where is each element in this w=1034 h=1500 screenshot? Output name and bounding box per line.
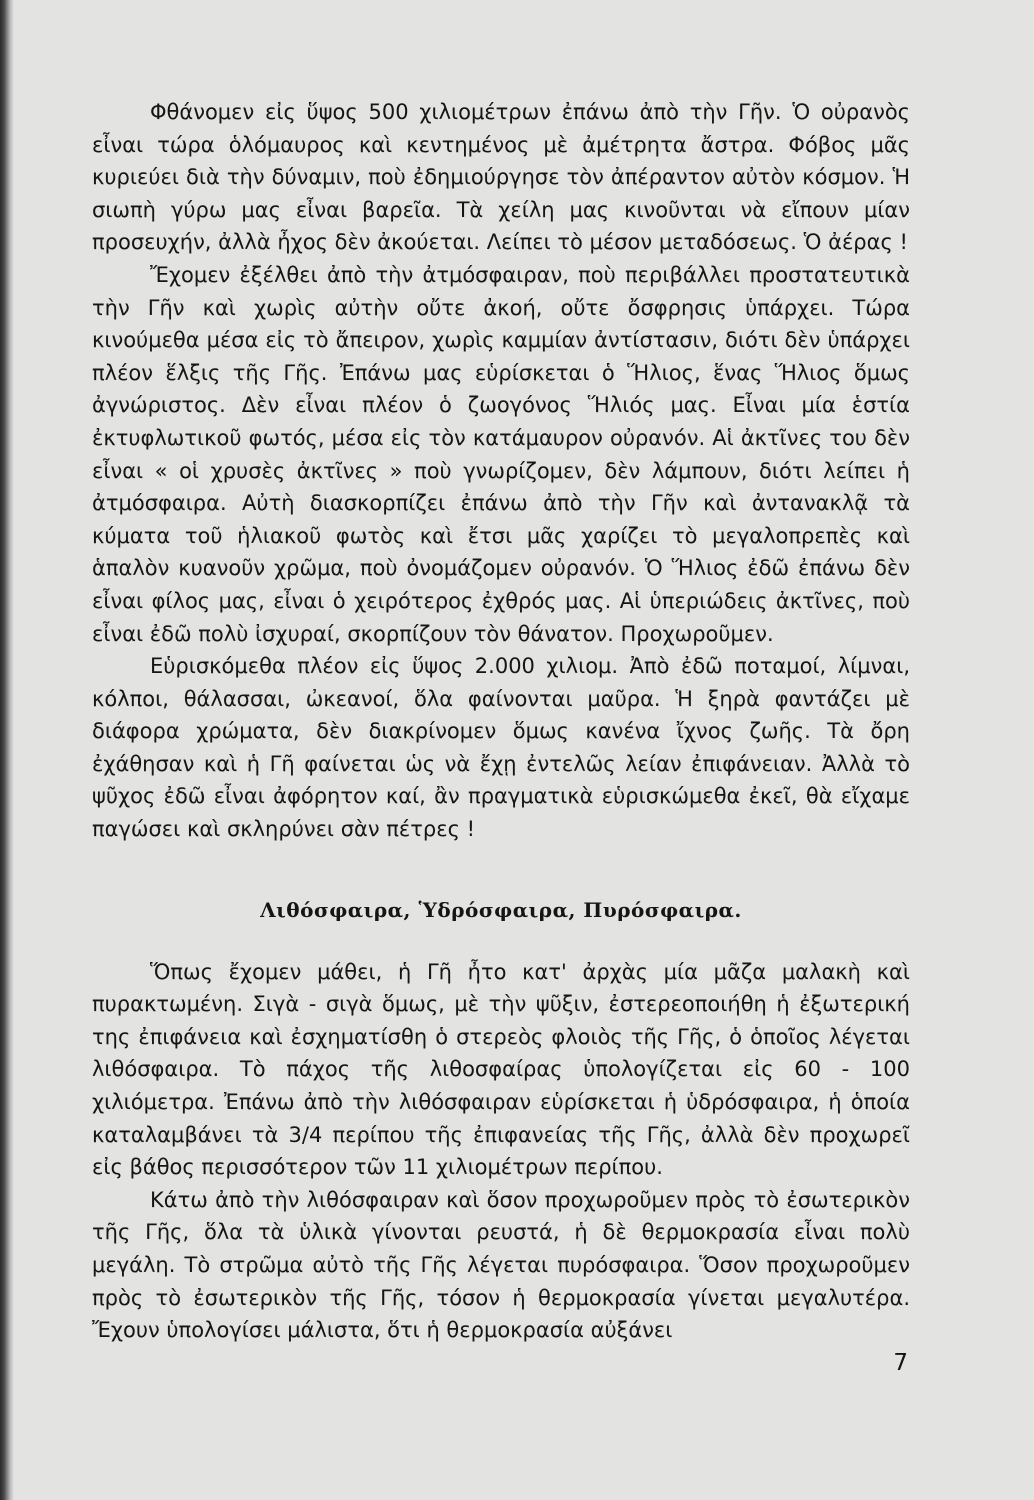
paragraph-3: Εὑρισκόμεθα πλέον εἰς ὕψος 2.000 χιλιομ. Ἀπὸ ἐδῶ ποταμοί, λίμναι, κόλποι, θάλασσαι, ὠκεανοί, ὅλα φαίνονται μαῦρα. Ἡ ξηρὰ φαντάζει μὲ διάφορα χρώματα, δὲν διακρίνομεν ὅμως κανένα ἴχνος ζωῆς. Τὰ ὄρη ἐχάθησαν καὶ ἡ Γῆ φαίνεται ὡς νὰ ἔχῃ ἐντελῶς λείαν ἐπιφάνειαν. Ἀλλὰ τὸ ψῦχος ἐδῶ εἶναι ἀφόρητον καί, ἂν πραγματικὰ εὑρισκώμεθα ἐκεῖ, θὰ εἴχαμε παγώσει καὶ σκληρύνει σὰν πέτρες ! bbox=[92, 654, 910, 842]
text-block bbox=[92, 96, 910, 1347]
section-heading: Λιθόσφαιρα, Ὑδρόσφαιρα, Πυρόσφαιρα. bbox=[260, 897, 742, 922]
paragraph-4: Ὅπως ἔχομεν μάθει, ἡ Γῆ ἦτο κατ' ἀρχὰς μία μᾶζα μαλακὴ καὶ πυρακτωμένη. Σιγὰ - σιγὰ ὅμως, μὲ τὴν ψῦξιν, ἐστερεοποιήθη ἡ ἐξωτερική της ἐπιφάνεια καὶ ἐσχηματίσθη ὁ στερεὸς φλοιὸς τῆς Γῆς, ὁ ὁποῖος λέγεται λιθόσφαιρα. Τὸ πάχος τῆς λιθοσφαίρας ὑπολογίζεται εἰς 60 - 100 χιλιόμετρα. Ἐπάνω ἀπὸ τὴν λιθόσφαιραν εὑρίσκεται ἡ ὑδρόσφαιρα, ἡ ὁποία καταλαμβάνει τὰ 3/4 περίπου τῆς ἐπιφανείας τῆς Γῆς, ἀλλὰ δὲν προχωρεῖ εἰς βάθος περισσότερον τῶν 11 χιλιομέτρων περίπου. bbox=[92, 959, 910, 1180]
paragraph-2: Ἔχομεν ἐξέλθει ἀπὸ τὴν ἀτμόσφαιραν, ποὺ περιβάλλει προστατευτικὰ τὴν Γῆν καὶ χωρὶς αὐτὴν οὔτε ἀκοή, οὔτε ὄσφρησις ὑπάρχει. Τώρα κινούμεθα μέσα εἰς τὸ ἄπειρον, χωρὶς καμμίαν ἀντίστασιν, διότι δὲν ὑπάρχει πλέον ἕλξις τῆς Γῆς. Ἐπάνω μας εὑρίσκεται ὁ Ἥλιος, ἕνας Ἥλιος ὅμως ἀγνώριστος. Δὲν εἶναι πλέον ὁ ζωογόνος Ἥλιός μας. Εἶναι μία ἑστία ἐκτυφλωτικοῦ φωτός, μέσα εἰς τὸν κατάμαυρον οὐρανόν. Αἱ ἀκτῖνες του δὲν εἶναι « οἱ χρυσὲς ἀκτῖνες » ποὺ γνωρίζομεν, δὲν λάμπουν, διότι λείπει ἡ ἀτμόσφαιρα. Αὐτὴ διασκορπίζει ἐπάνω ἀπὸ τὴν Γῆν καὶ ἀντανακλᾷ τὰ κύματα τοῦ ἡλιακοῦ φωτὸς καὶ ἔτσι μᾶς χαρίζει τὸ μεγαλοπρεπὲς καὶ ἁπαλὸν κυανοῦν χρῶμα, ποὺ ὀνομάζομεν οὐρανόν. Ὁ Ἥλιος ἐδῶ ἐπάνω δὲν εἶναι φίλος μας, εἶναι ὁ χειρότερος ἐχθρός μας. Αἱ ὑπεριώδεις ἀκτῖνες, ποὺ εἶναι ἐδῶ πολὺ ἰσχυραί, σκορπίζουν τὸν θάνατον. Προχωροῦμεν. bbox=[92, 262, 910, 646]
page-number: 7 bbox=[893, 1350, 908, 1376]
page-binding-edge bbox=[0, 0, 14, 1500]
paragraph-5: Κάτω ἀπὸ τὴν λιθόσφαιραν καὶ ὅσον προχωροῦμεν πρὸς τὸ ἐσωτερικὸν τῆς Γῆς, ὅλα τὰ ὑλικὰ γίνονται ρευστά, ἡ δὲ θερμοκρασία εἶναι πολὺ μεγάλη. Τὸ στρῶμα αὐτὸ τῆς Γῆς λέγεται πυρόσφαιρα. Ὅσον προχωροῦμεν πρὸς τὸ ἐσωτερικὸν τῆς Γῆς, τόσον ἡ θερμοκρασία γίνεται μεγαλυτέρα. Ἔχουν ὑπολογίσει μάλιστα, ὅτι ἡ θερμοκρασία αὐξάνει bbox=[92, 1187, 910, 1343]
paragraph-1: Φθάνομεν εἰς ὕψος 500 χιλιομέτρων ἐπάνω ἀπὸ τὴν Γῆν. Ὁ οὐρανὸς εἶναι τώρα ὁλόμαυρος καὶ κεντημένος μὲ ἀμέτρητα ἄστρα. Φόβος μᾶς κυριεύει διὰ τὴν δύναμιν, ποὺ ἐδημιούργησε τὸν ἀπέραντον αὐτὸν κόσμον. Ἡ σιωπὴ γύρω μας εἶναι βαρεῖα. Τὰ χείλη μας κινοῦνται νὰ εἴπουν μίαν προσευχήν, ἀλλὰ ἦχος δὲν ἀκούεται. Λείπει τὸ μέσον μεταδόσεως. Ὁ ἀέρας ! bbox=[92, 100, 910, 255]
